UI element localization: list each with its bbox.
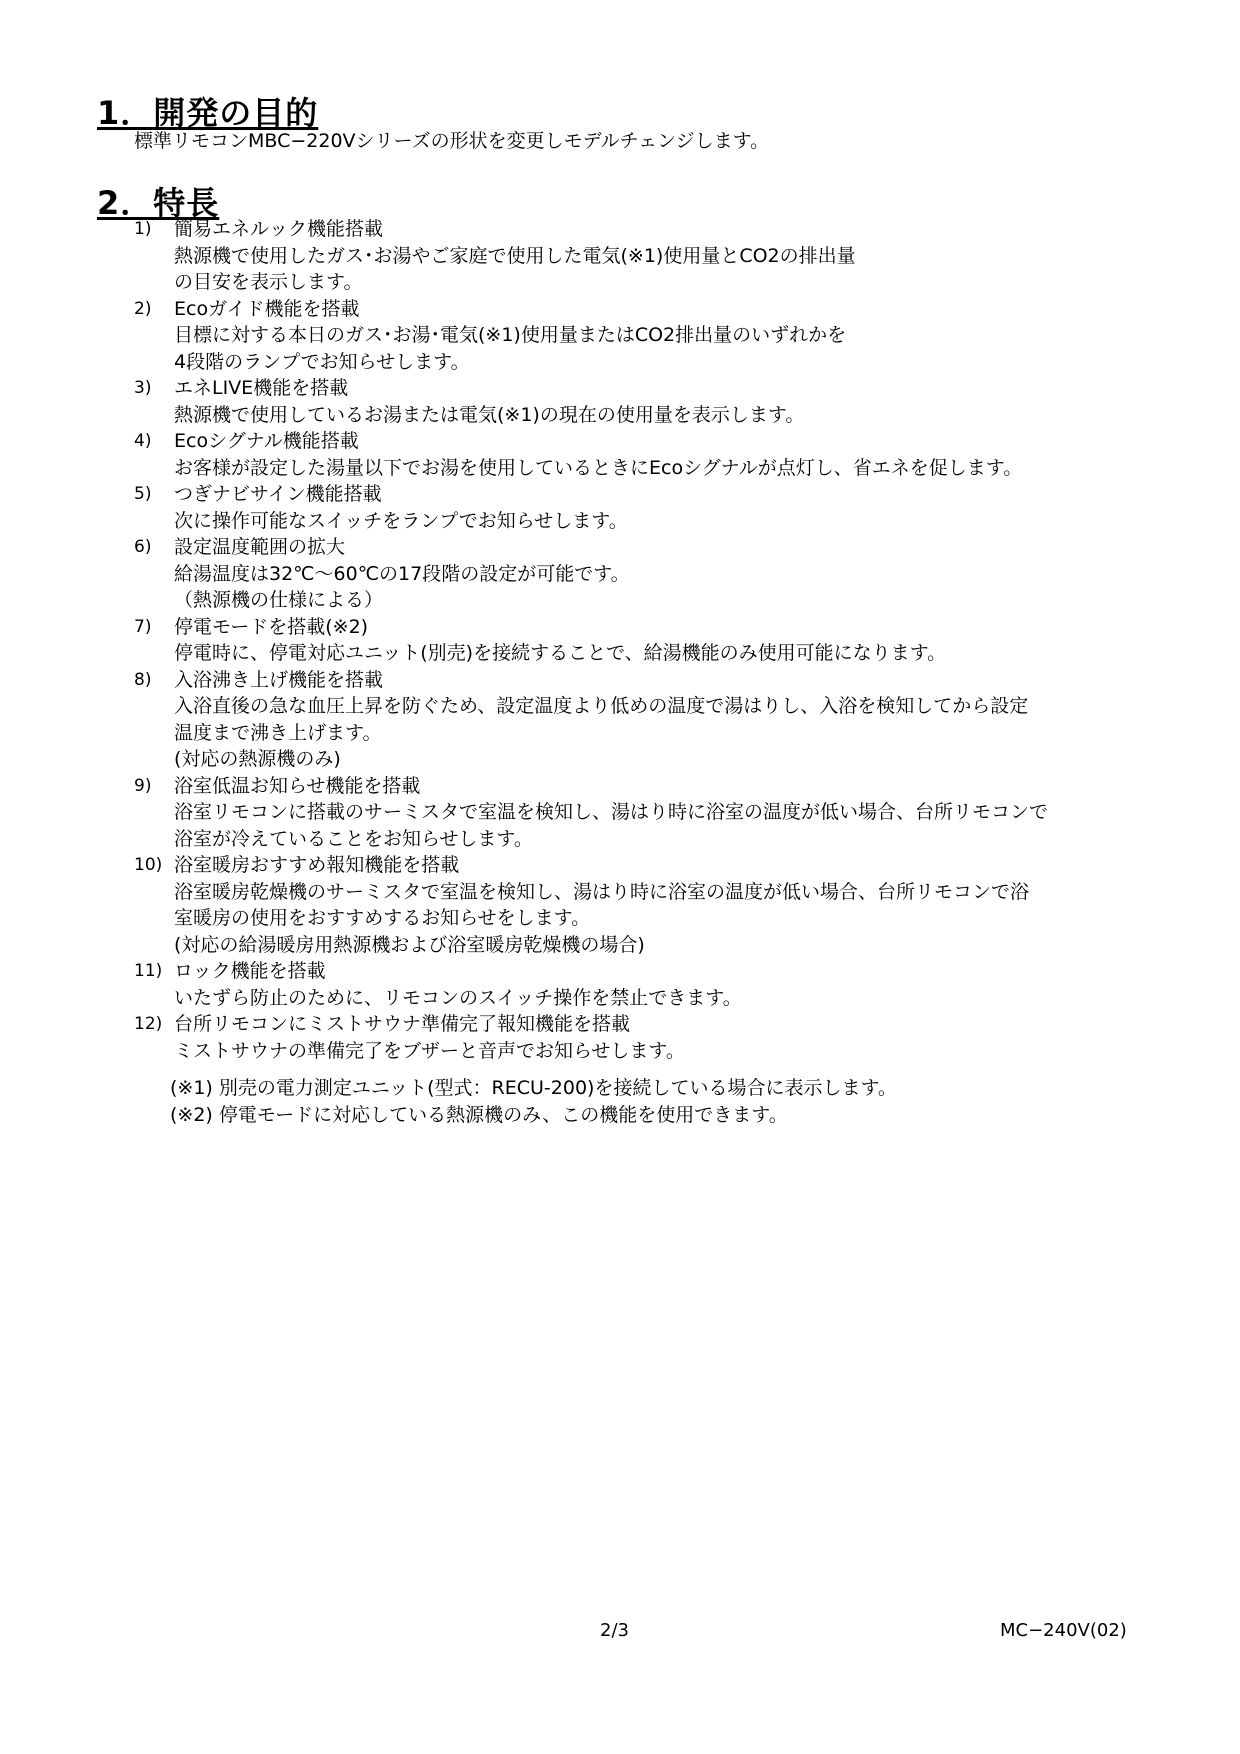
feature-number: 11) — [134, 961, 163, 981]
feature-title: エネLIVE機能を搭載 — [174, 377, 349, 399]
feature-item — [134, 958, 1144, 1011]
feature-item — [134, 375, 1144, 428]
feature-description-line: 熱源機で使用したガス･お湯やご家庭で使用した電気(※1)使用量とCO2の排出量 — [174, 244, 856, 267]
feature-description-line: 浴室暖房乾燥機のサーミスタで室温を検知し、湯はり時に浴室の温度が低い場合、台所リモコンで浴 — [174, 880, 1030, 903]
feature-description-line: 熱源機で使用しているお湯または電気(※1)の現在の使用量を表示します。 — [174, 403, 805, 426]
feature-description-line: 停電時に、停電対応ユニット(別売)を接続することで、給湯機能のみ使用可能になります。 — [174, 642, 947, 664]
feature-description-line: (対応の熱源機のみ) — [174, 748, 341, 770]
document-code: MC−240V(02) — [1000, 1620, 1127, 1641]
notes — [170, 1075, 897, 1129]
section2-heading: 2．特長 — [97, 184, 220, 222]
feature-title: 浴室低温お知らせ機能を搭載 — [174, 774, 421, 797]
feature-description-line: 目標に対する本日のガス･お湯･電気(※1)使用量またはCO2排出量のいずれかを — [174, 324, 847, 346]
feature-item — [134, 852, 1144, 958]
feature-description-line: 室暖房の使用をおすすめするお知らせをします。 — [174, 907, 591, 929]
feature-number: 8) — [134, 669, 152, 690]
feature-title: 台所リモコンにミストサウナ準備完了報知機能を搭載 — [174, 1013, 631, 1035]
feature-title: 入浴沸き上げ機能を搭載 — [174, 668, 384, 691]
feature-item — [134, 481, 1144, 534]
feature-title: 停電モードを搭載(※2) — [174, 615, 369, 638]
feature-title: 浴室暖房おすすめ報知機能を搭載 — [174, 854, 460, 876]
feature-number: 3) — [134, 378, 152, 398]
footnote: (※1) 別売の電力測定ユニット(型式：RECU-200)を接続している場合に表示します。 — [170, 1077, 897, 1099]
feature-number: 6) — [134, 537, 152, 557]
feature-number: 5) — [134, 484, 152, 504]
section1-heading: 1．開発の目的 — [97, 94, 319, 132]
feature-title: ロック機能を搭載 — [174, 960, 326, 982]
feature-item — [134, 773, 1144, 853]
feature-description-line: 浴室が冷えていることをお知らせします。 — [174, 827, 533, 850]
feature-description-line: 給湯温度は32℃～60℃の17段階の設定が可能です。 — [174, 562, 630, 585]
feature-item — [134, 614, 1144, 667]
feature-description-line: 浴室リモコンに搭載のサーミスタで室温を検知し、湯はり時に浴室の温度が低い場合、台所リモコンで — [174, 801, 1049, 823]
feature-description-line: 次に操作可能なスイッチをランプでお知らせします。 — [174, 509, 628, 532]
feature-number: 7) — [134, 616, 152, 637]
feature-description-line: 4段階のランプでお知らせします。 — [174, 350, 470, 373]
feature-description-line: いたずら防止のために、リモコンのスイッチ操作を禁止できます。 — [174, 986, 742, 1009]
feature-description-line: の目安を表示します。 — [174, 271, 363, 293]
feature-number: 9) — [134, 775, 152, 796]
feature-number: 4) — [134, 431, 152, 451]
feature-title: Ecoシグナル機能搭載 — [174, 430, 359, 452]
feature-item — [134, 428, 1144, 481]
feature-title: Ecoガイド機能を搭載 — [174, 297, 360, 320]
feature-description-line: (対応の給湯暖房用熱源機および浴室暖房乾燥機の場合) — [174, 933, 645, 956]
footnote: (※2) 停電モードに対応している熱源機のみ、この機能を使用できます。 — [170, 1104, 788, 1126]
feature-title: つぎナビサイン機能搭載 — [174, 483, 382, 505]
feature-number: 1) — [134, 219, 152, 239]
feature-item — [134, 667, 1144, 773]
feature-number: 10) — [134, 855, 163, 875]
feature-title: 設定温度範囲の拡大 — [174, 536, 346, 558]
feature-item — [134, 534, 1144, 614]
feature-description-line: 入浴直後の急な血圧上昇を防ぐため、設定温度より低めの温度で湯はりし、入浴を検知してから設定 — [174, 695, 1029, 717]
feature-description-line: お客様が設定した湯量以下でお湯を使用しているときにEcoシグナルが点灯し、省エネを促します。 — [174, 456, 1023, 479]
feature-item — [134, 296, 1144, 376]
feature-title: 簡易エネルック機能搭載 — [174, 218, 384, 240]
feature-number: 12) — [134, 1014, 163, 1034]
feature-item — [134, 1011, 1144, 1064]
feature-description-line: 温度まで沸き上げます。 — [174, 721, 382, 744]
feature-description-line: ミストサウナの準備完了をブザーと音声でお知らせします。 — [174, 1039, 685, 1062]
page-number: 2/3 — [600, 1620, 629, 1641]
feature-list — [134, 216, 1144, 1064]
feature-number: 2) — [134, 298, 152, 319]
feature-description-line: （熱源機の仕様による） — [174, 589, 384, 611]
feature-item — [134, 216, 1144, 296]
section1-text: 標準リモコンMBC−220Vシリーズの形状を変更しモデルチェンジします。 — [134, 130, 770, 152]
